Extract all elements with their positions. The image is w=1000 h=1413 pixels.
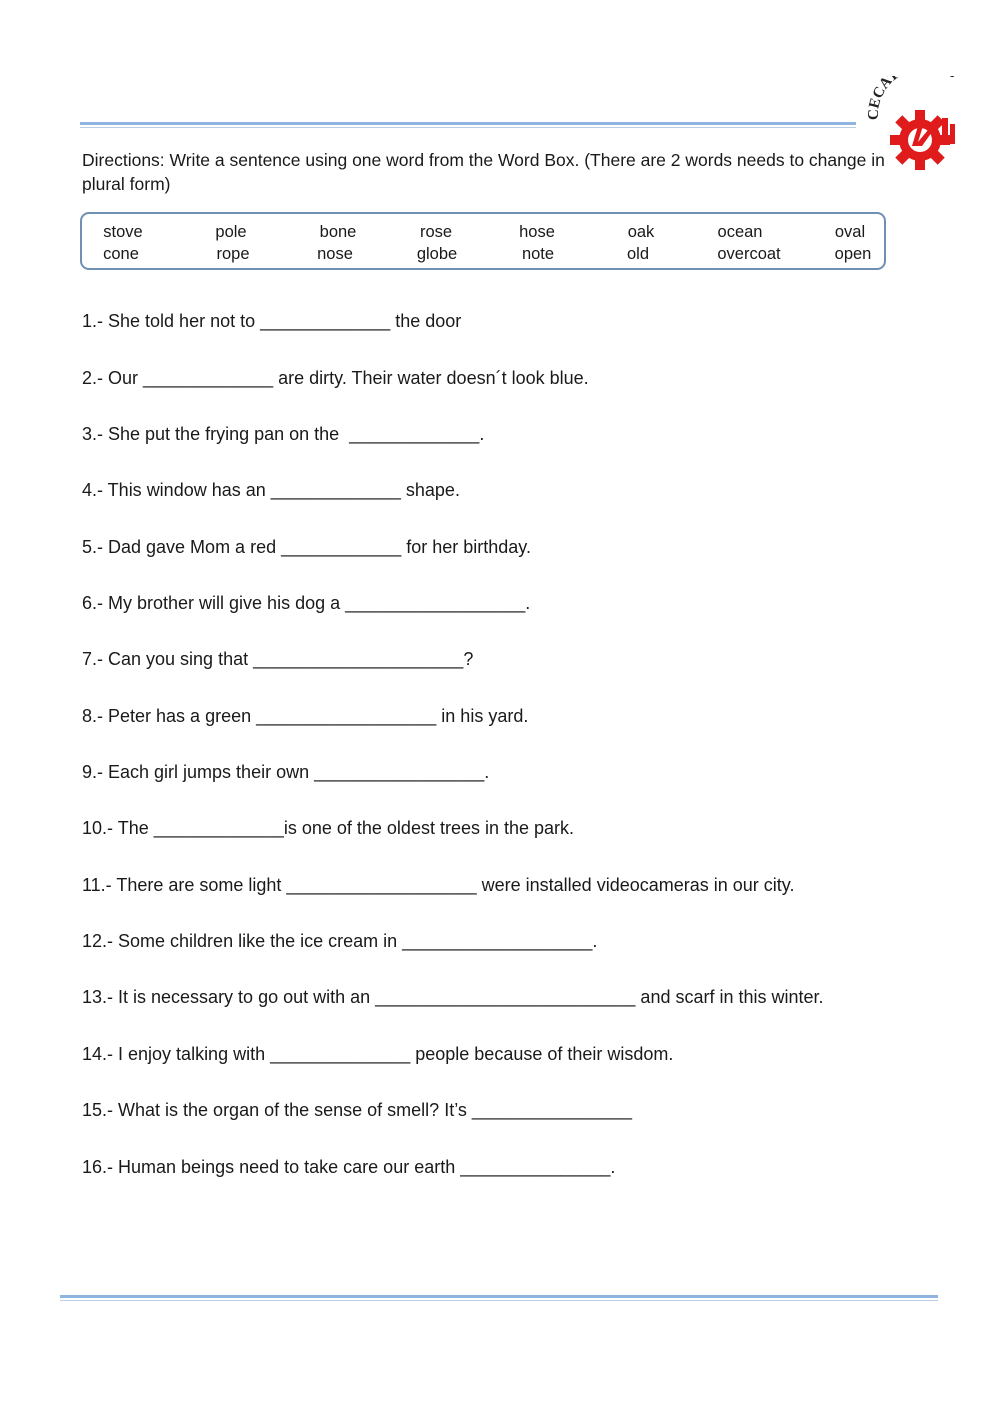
word-item: nose <box>317 245 353 263</box>
word-item: hose <box>519 223 555 241</box>
word-item: bone <box>319 223 357 241</box>
question-2: 2.- Our _____________ are dirty. Their water doesn´t look blue. <box>82 368 589 388</box>
word-item: stove <box>103 223 143 241</box>
question-12: 12.- Some children like the ice cream in ___________________. <box>82 931 598 951</box>
word-item: ocean <box>717 223 763 241</box>
svg-text:CECATI No. 116 <box>868 76 961 120</box>
question-13: 13.- It is necessary to go out with an __________________________ and scarf in this winter. <box>82 987 824 1007</box>
question-9: 9.- Each girl jumps their own _________________. <box>82 762 490 782</box>
question-5: 5.- Dad gave Mom a red ____________ for her birthday. <box>82 537 531 557</box>
question-1: 1.- She told her not to _____________ the door <box>82 311 462 331</box>
word-item: open <box>834 245 872 263</box>
top-divider <box>80 122 856 128</box>
question-14: 14.- I enjoy talking with ______________ people because of their wisdom. <box>82 1044 674 1064</box>
word-item: old <box>626 245 650 263</box>
question-11: 11.- There are some light ___________________ were installed videocameras in our city. <box>82 875 795 895</box>
directions-text: Directions: Write a sentence using one word from the Word Box. (There are 2 words needs to change in plural form) <box>82 150 885 194</box>
question-15: 15.- What is the organ of the sense of smell? It’s ________________ <box>82 1100 633 1120</box>
question-3: 3.- She put the frying pan on the _____________. <box>82 424 485 444</box>
question-16: 16.- Human beings need to take care our earth _______________. <box>82 1157 616 1177</box>
question-6: 6.- My brother will give his dog a __________________. <box>82 593 531 613</box>
word-item: cone <box>103 245 139 263</box>
word-item: oak <box>627 223 655 241</box>
question-4: 4.- This window has an _____________ shape. <box>82 480 460 500</box>
question-10: 10.- The _____________is one of the oldest trees in the park. <box>82 818 575 838</box>
question-7: 7.- Can you sing that _____________________? <box>82 649 474 669</box>
word-box <box>80 212 886 270</box>
word-item: rope <box>216 245 250 263</box>
word-item: pole <box>215 223 247 241</box>
bottom-divider <box>60 1295 938 1301</box>
question-8: 8.- Peter has a green __________________ in his yard. <box>82 706 529 726</box>
word-item: overcoat <box>717 245 781 263</box>
logo-text: ECA <box>868 76 895 111</box>
word-item: note <box>521 245 555 263</box>
word-item: oval <box>834 223 866 241</box>
word-item: globe <box>416 245 458 263</box>
word-item: rose <box>419 223 453 241</box>
